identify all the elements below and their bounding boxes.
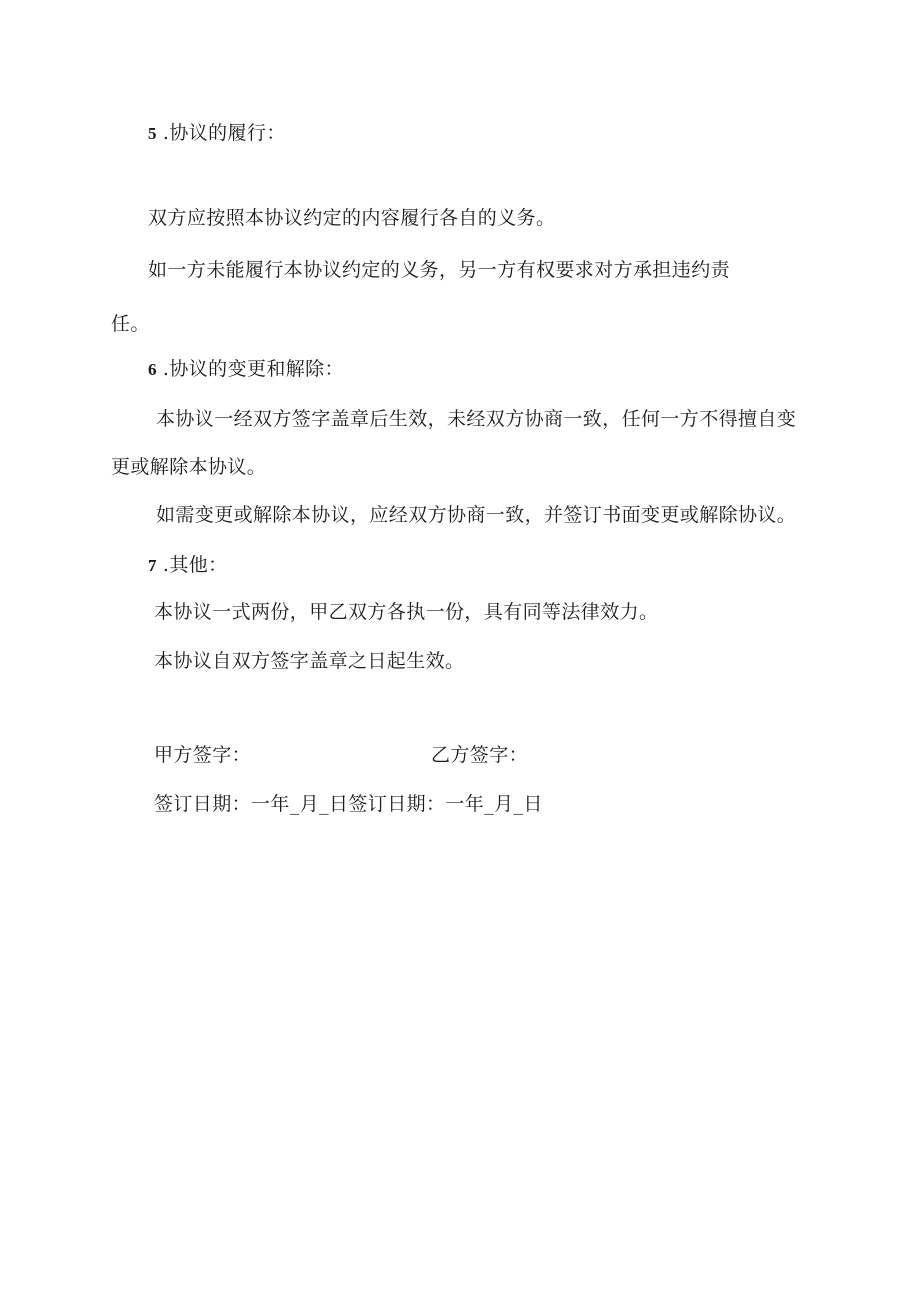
signing-date-line: 签订日期：一年_月_日签订日期：一年_月_日 (154, 793, 543, 815)
party-a-signature-label: 甲方签字： (154, 744, 252, 766)
section-7-heading (148, 553, 228, 578)
section-7-title: .其他： (162, 554, 228, 576)
section-6-paragraph-2: 如需变更或解除本协议，应经双方协商一致，并签订书面变更或解除协议。 (156, 504, 797, 526)
section-7-paragraph-2: 本协议自双方签字盖章之日起生效。 (154, 650, 465, 672)
section-5-paragraph-2-line-1: 如一方未能履行本协议约定的义务，另一方有权要求对方承担违约责 (148, 259, 731, 281)
section-6-paragraph-1-line-2: 更或解除本协议。 (111, 456, 267, 478)
section-5-heading (148, 121, 286, 146)
section-5-title: .协议的履行： (162, 122, 286, 144)
section-6-number: 6 (148, 360, 157, 379)
section-5-paragraph-1: 双方应按照本协议约定的内容履行各自的义务。 (148, 207, 556, 229)
section-6-paragraph-1-line-1: 本协议一经双方签字盖章后生效，未经双方协商一致，任何一方不得擅自变 (156, 408, 797, 430)
section-6-title: .协议的变更和解除： (162, 358, 344, 380)
section-7-number: 7 (148, 556, 157, 575)
section-7-paragraph-1: 本协议一式两份，甲乙双方各执一份，具有同等法律效力。 (154, 601, 659, 623)
party-b-signature-label: 乙方签字： (431, 744, 529, 766)
section-5-number: 5 (148, 124, 157, 143)
section-6-heading (148, 357, 344, 382)
section-5-paragraph-2-line-2: 任。 (111, 313, 150, 335)
